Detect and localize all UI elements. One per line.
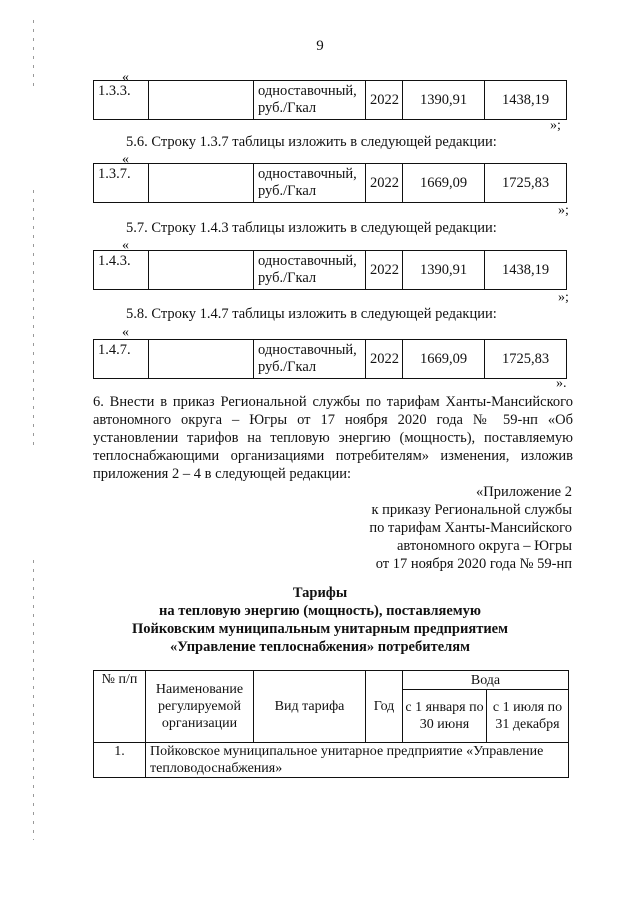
row-value-2: 1438,19 (485, 251, 567, 290)
row-table-1-3-3 (93, 80, 567, 120)
row-unit: одноставочный, руб./Гкал (254, 81, 366, 120)
row-table-1-4-3 (93, 250, 567, 290)
row-code: 1.4.3. (94, 251, 149, 290)
table-row (94, 340, 567, 379)
row-org (149, 340, 254, 379)
row-table-1-3-7 (93, 163, 567, 203)
header-num: № п/п (94, 671, 146, 743)
open-quote: « (122, 238, 129, 253)
row-unit: одноставочный, руб./Гкал (254, 251, 366, 290)
document-title (0, 584, 640, 656)
appendix-reference (292, 483, 572, 573)
row-value-1: 1669,09 (403, 164, 485, 203)
instruction-5-8: 5.8. Строку 1.4.7 таблицы изложить в следующей редакции: (126, 306, 497, 322)
appendix-line: «Приложение 2 (476, 484, 572, 500)
table-row (94, 251, 567, 290)
scan-edge-mark (33, 190, 34, 450)
appendix-line: от 17 ноября 2020 года № 59-нп (375, 556, 572, 572)
close-quote: »; (550, 118, 561, 133)
row-unit: одноставочный, руб./Гкал (254, 340, 366, 379)
tariff-table (93, 670, 569, 778)
table-row (94, 81, 567, 120)
title-line: Тарифы (292, 585, 348, 601)
row-value-2: 1438,19 (485, 81, 567, 120)
row-value-2: 1725,83 (485, 340, 567, 379)
row-value-1: 1390,91 (403, 251, 485, 290)
header-period-2: с 1 июля по 31 декабря (487, 690, 569, 743)
row-table-1-4-7 (93, 339, 567, 379)
row-org (149, 251, 254, 290)
row-value-1: 1390,91 (403, 81, 485, 120)
scan-edge-mark (33, 20, 34, 90)
row-code: 1.3.7. (94, 164, 149, 203)
close-quote: ». (556, 376, 567, 391)
appendix-line: по тарифам Ханты-Мансийского (369, 520, 572, 536)
appendix-line: автономного округа – Югры (396, 538, 572, 554)
instruction-5-6: 5.6. Строку 1.3.7 таблицы изложить в следующей редакции: (126, 134, 497, 150)
open-quote: « (122, 152, 129, 167)
table-header-row (94, 671, 569, 690)
row-num: 1. (94, 743, 146, 778)
open-quote: « (122, 70, 129, 85)
title-line: на тепловую энергию (мощность), поставляемую (159, 603, 481, 619)
title-line: Пойковским муниципальным унитарным предприятием (131, 621, 508, 637)
row-year: 2022 (366, 164, 403, 203)
paragraph-6: 6. Внести в приказ Региональной службы по тарифам Ханты-Мансийского автономного округа – Югры от 17 ноября 2020 года № 59-нп «Об установлении тарифов на тепловую энергию (мощность), поставляемую теплоснабжающими организациями потребителям» изменения, изложив приложения 2 – 4 в следующей редакции: (93, 394, 573, 482)
row-code: 1.3.3. (94, 81, 149, 120)
row-unit: одноставочный, руб./Гкал (254, 164, 366, 203)
row-org-name: Пойковское муниципальное унитарное предприятие «Управление тепловодоснабжения» (146, 743, 569, 778)
row-year: 2022 (366, 340, 403, 379)
page-number: 9 (316, 38, 324, 54)
header-kind: Вид тарифа (254, 671, 366, 743)
row-code: 1.4.7. (94, 340, 149, 379)
header-period-1: с 1 января по 30 июня (403, 690, 487, 743)
open-quote: « (122, 325, 129, 340)
close-quote: »; (558, 203, 569, 218)
close-quote: »; (558, 290, 569, 305)
header-year: Год (366, 671, 403, 743)
row-value-2: 1725,83 (485, 164, 567, 203)
title-line: «Управление теплоснабжения» потребителям (170, 639, 470, 655)
row-year: 2022 (366, 81, 403, 120)
instruction-5-7: 5.7. Строку 1.4.3 таблицы изложить в следующей редакции: (126, 220, 497, 236)
table-row (94, 743, 569, 778)
header-org: Наименование регулируемой организации (146, 671, 254, 743)
row-org (149, 164, 254, 203)
header-water: Вода (403, 671, 569, 690)
row-org (149, 81, 254, 120)
table-row (94, 164, 567, 203)
row-year: 2022 (366, 251, 403, 290)
appendix-line: к приказу Региональной службы (371, 502, 572, 518)
row-value-1: 1669,09 (403, 340, 485, 379)
